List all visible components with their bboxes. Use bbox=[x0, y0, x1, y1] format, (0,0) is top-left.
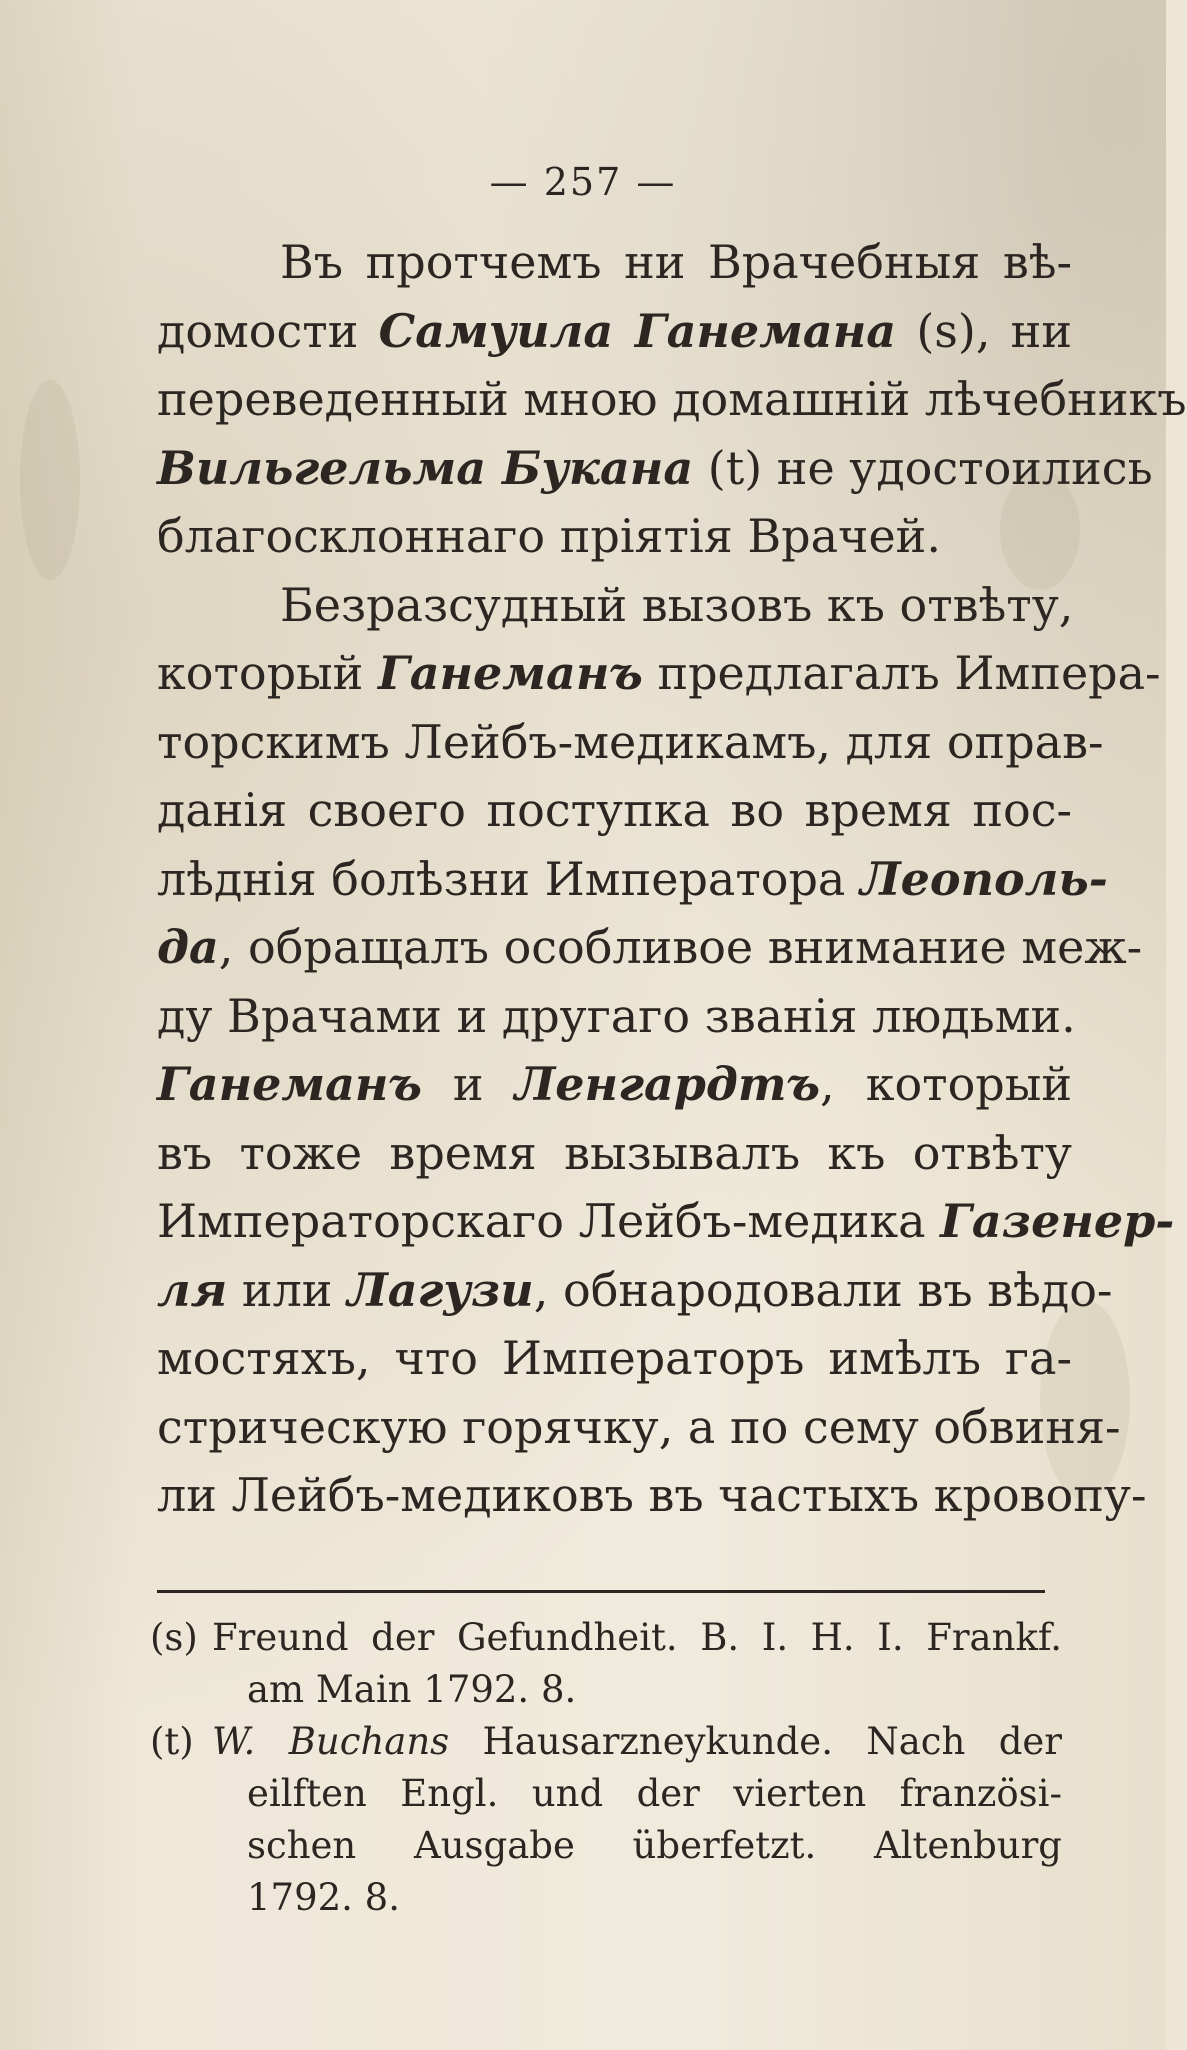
footnote-mark: (t) bbox=[150, 1720, 194, 1763]
footnote-t: (t) W. Buchans Hausarzneykunde. Nach der bbox=[150, 1716, 1062, 1768]
text-line: домости Самуила Ганемана (s), ни bbox=[157, 303, 1073, 358]
footnote-mark: (s) bbox=[150, 1616, 198, 1659]
text-line: данiя своего поступка во время пос- bbox=[157, 783, 1072, 837]
footnote-t-continued: eilften Engl. und der vierten französi- bbox=[247, 1772, 1062, 1815]
text-line: стрическую горячку, а по сему обвиня- bbox=[157, 1399, 1121, 1454]
footnote-t-continued: schen Ausgabe überfetzt. Altenburg bbox=[247, 1824, 1062, 1867]
text-line: ля или Лагузи, обнародовали въ вѣдо- bbox=[157, 1262, 1113, 1317]
text-line: Вильгельма Букана (t) не удостоились bbox=[157, 440, 1153, 495]
text-line: торскимъ Лейбъ-медикамъ, для оправ- bbox=[157, 714, 1104, 769]
text-line: ли Лейбъ-медиковъ въ частыхъ кровопу- bbox=[157, 1468, 1147, 1522]
footnotes bbox=[150, 1612, 1062, 1924]
text-line: да, обращалъ особливое внимание меж- bbox=[157, 920, 1143, 974]
page-number: — 257 — bbox=[489, 160, 677, 204]
footnote-t-continued: 1792. 8. bbox=[247, 1876, 400, 1919]
text-line: который Ганеманъ предлагалъ Импера- bbox=[157, 646, 1161, 700]
text-line: переведенный мною домашній лѣчебникъ bbox=[157, 372, 1187, 426]
footnote-s: (s) Freund der Gefundheit. B. I. H. I. Frankf. bbox=[150, 1612, 1062, 1664]
main-text bbox=[157, 228, 1187, 1530]
text-line: мостяхъ, что Императоръ имѣлъ га- bbox=[157, 1331, 1072, 1385]
paper-stain bbox=[20, 380, 80, 580]
text-line: Безразсудный вызовъ къ отвѣту, bbox=[280, 577, 1074, 632]
footnote-divider bbox=[157, 1590, 1045, 1593]
text-line: благосклоннаго прiятiя Врачей. bbox=[157, 509, 941, 563]
text-line: Въ протчемъ ни Врачебныя вѣ- bbox=[280, 235, 1072, 289]
footnote-s-continued: am Main 1792. 8. bbox=[247, 1668, 577, 1711]
text-line: въ тоже время вызывалъ къ отвѣту bbox=[157, 1125, 1072, 1180]
text-line: ду Врачами и другаго званiя людьми. bbox=[157, 988, 1076, 1043]
text-line: Императорскаго Лейбъ-медика Газенер- bbox=[157, 1194, 1175, 1248]
text-line: лѣднiя болѣзни Императора Леополь- bbox=[157, 851, 1108, 906]
text-line: Ганеманъ и Ленгардтъ, который bbox=[157, 1057, 1072, 1111]
